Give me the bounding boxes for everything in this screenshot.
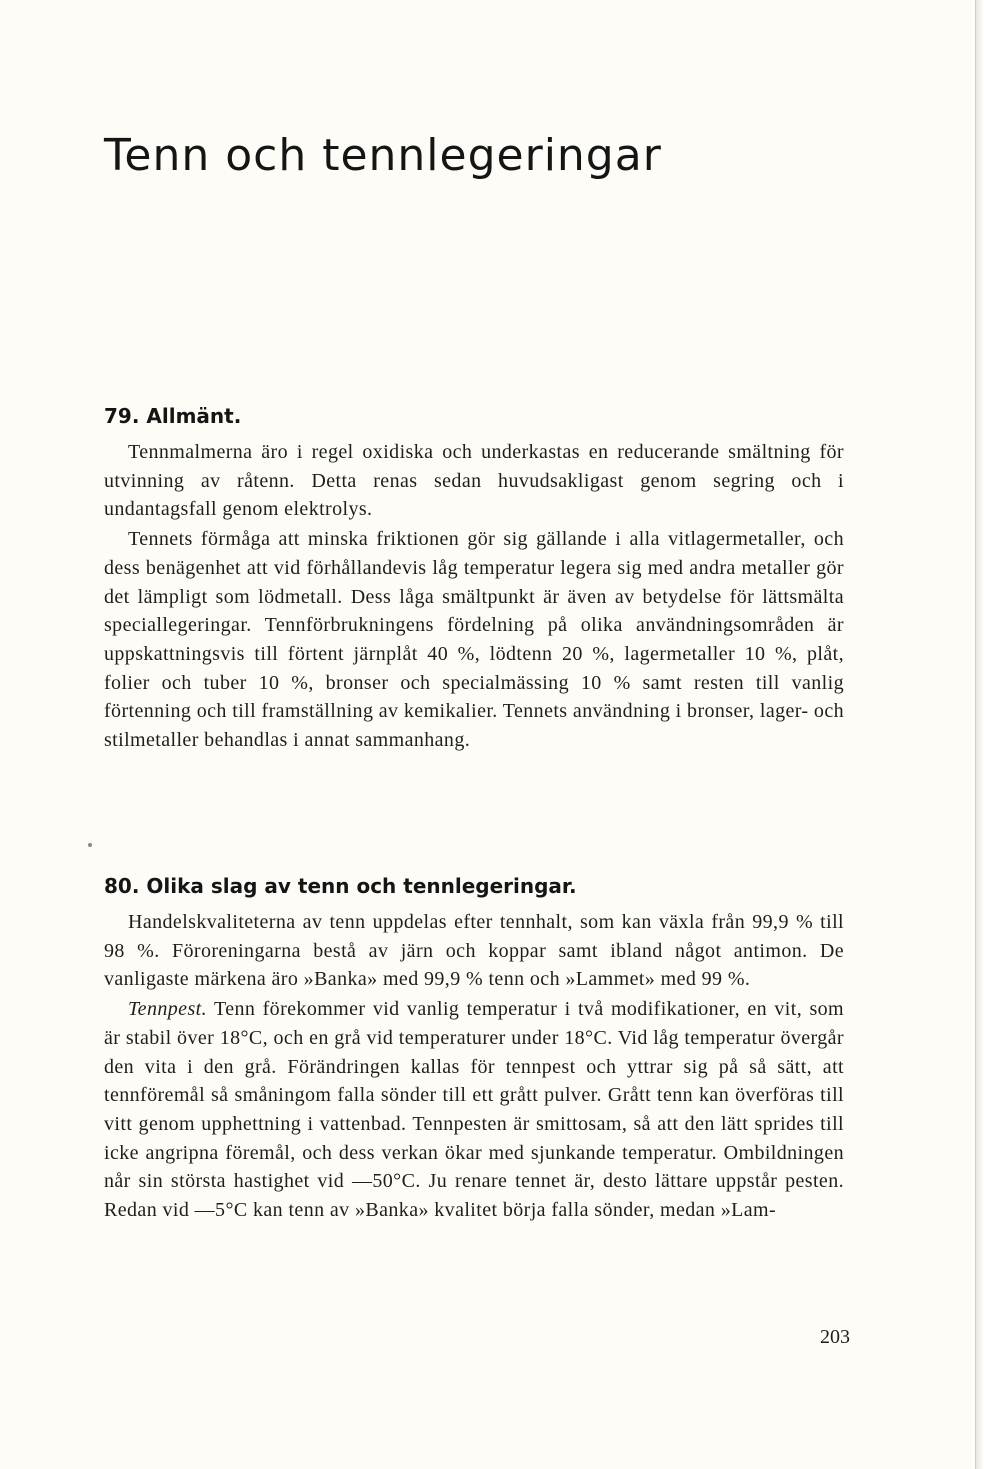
print-speck	[88, 843, 92, 847]
section-80-heading: 80. Olika slag av tenn och tennlegeringar.	[104, 874, 577, 898]
page-edge	[975, 0, 984, 1469]
page-number: 203	[820, 1326, 850, 1348]
paragraph-tennpest	[104, 995, 844, 1225]
tennpest-term: Tennpest.	[128, 998, 207, 1021]
section-79-body	[104, 438, 844, 755]
paragraph: Handelskvaliteterna av tenn uppdelas efter tennhalt, som kan växla från 99,9 % till 98 %. Föroreningarna bestå av järn och koppar samt ibland något antimon. De vanligaste märkena äro »Banka» med 99,9 % tenn och »Lammet» med 99 %.	[104, 911, 844, 991]
tennpest-text: Tenn förekommer vid vanlig temperatur i två modifikationer, en vit, som är stabil över 18°C, och en grå vid temperaturer under 18°C. Vid låg temperatur övergår den vita i den grå. Förändringen kallas för tennpest och yttrar sig på så sätt, att tennföremål så småningom falla sönder till ett grått pulver. Grått tenn kan överföras till vitt genom upphettning i vattenbad. Tennpesten är smittosam, så att den lätt sprides till icke angripna föremål, och dess verkan ökar med sjunkande temperatur. Ombildningen når sin största hastighet vid —50°C. Ju renare tennet är, desto lättare uppstår pesten. Redan vid —5°C kan tenn av »Banka» kvalitet börja falla sönder, medan »Lam-	[104, 998, 844, 1222]
section-80-body	[104, 908, 844, 1225]
chapter-title: Tenn och tennlegeringar	[104, 130, 662, 181]
paragraph: Tennmalmerna äro i regel oxidiska och underkastas en reducerande smältning för utvinning av råtenn. Detta renas sedan huvudsakligast genom segring och i undantagsfall genom elektrolys.	[104, 441, 844, 521]
section-79-heading: 79. Allmänt.	[104, 404, 242, 428]
paragraph: Tennets förmåga att minska friktionen gör sig gällande i alla vitlagermetaller, och dess benägenhet att vid förhållandevis låg temperatur legera sig med andra metaller gör det lämpligt som lödmetall. Dess låga smältpunkt är även av betydelse för lättsmälta speciallegeringar. Tennförbrukningens fördelning på olika användningsområden är uppskattningsvis till förtent järnplåt 40 %, lödtenn 20 %, lagermetaller 10 %, plåt, folier och tuber 10 %, bronser och specialmässing 10 % samt resten till vanlig förtenning och till framställning av kemikalier. Tennets användning i bronser, lager- och stilmetaller behandlas i annat sammanhang.	[104, 528, 844, 752]
